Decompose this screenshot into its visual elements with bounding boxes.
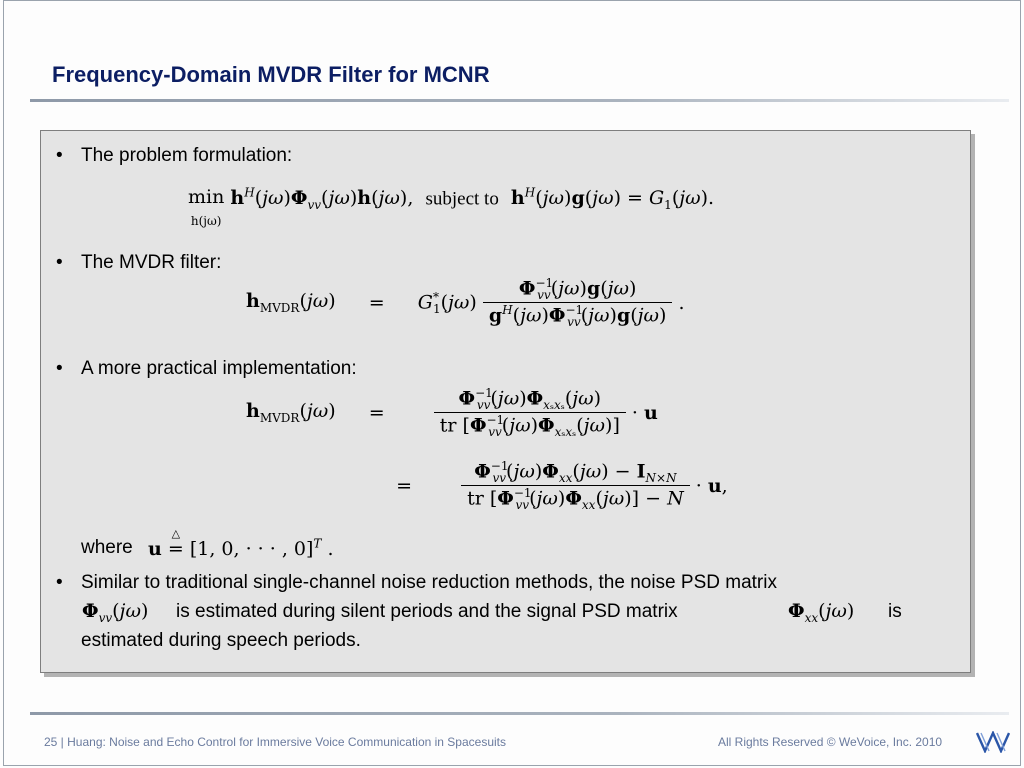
footer-citation: 25 | Huang: Noise and Echo Control for Immersive Voice Communication in Spacesuits: [44, 735, 507, 749]
equals-sign: =: [396, 474, 412, 497]
equation-practical-1: $h_{MVDR}(j\omega)$ = $\frac{\Phi^{-1}_{vv}(j\omega)\Phi_{x_sx_s}(j\omega)}{tr [\Phi^{-1}_{vv}(j\omega)\Phi_{x_sx_s}(j\omega)]}$ · u: [246, 386, 658, 440]
title-divider: [30, 99, 1009, 102]
phi-xx-symbol: $\Phi_{xx}(j\omega)$: [788, 600, 855, 625]
phi-vv-symbol: $\Phi_{vv}(j\omega)$: [82, 600, 149, 625]
equation-problem-formulation: min h(jω) $h^H(j\omega)\Phi_{vv}(j\omega)h(j\omega)$, subject to $h^H(j\omega)g(j\omega) = G_1(j\omega)$.: [188, 186, 715, 228]
bullet-psd-line2-end: is: [888, 601, 902, 622]
bullet-marker: •: [56, 358, 63, 379]
footer-copyright: All Rights Reserved © WeVoice, Inc. 2010: [718, 735, 943, 749]
bullet-psd-line2: is estimated during silent periods and the signal PSD matrix: [176, 601, 678, 622]
equals-sign: =: [368, 401, 385, 424]
bullet-marker: •: [56, 145, 63, 166]
slide-title: Frequency-Domain MVDR Filter for MCNR: [52, 62, 490, 87]
bullet-mvdr-filter: The MVDR filter:: [81, 252, 222, 273]
bullet-marker: •: [56, 252, 63, 273]
bullet-practical-implementation: A more practical implementation:: [81, 358, 357, 379]
footer-divider: [30, 712, 1009, 715]
bullet-problem-formulation: The problem formulation:: [81, 145, 293, 166]
min-label: min: [188, 186, 225, 208]
equals-sign: =: [368, 291, 385, 314]
subject-to-label: subject to: [425, 188, 499, 210]
bullet-psd-line1: Similar to traditional single-channel noise reduction methods, the noise PSD matrix: [81, 572, 777, 593]
bullet-marker: •: [56, 572, 63, 593]
min-operator: [188, 186, 224, 230]
bullet-psd-line3: estimated during speech periods.: [81, 630, 361, 651]
u-definition: u △ = [1, 0, · · · , 0]$^T$ .: [148, 527, 334, 560]
wevoice-logo-icon: [976, 731, 1010, 753]
equation-practical-2: = $\frac{\Phi^{-1}_{vv}(j\omega)\Phi_{xx}(j\omega) - I_{N\times N}}{tr [\Phi^{-1}_{vv}(j\omega)\Phi_{xx}(j\omega)] - N}$ · u,: [246, 459, 728, 512]
min-subscript: h(jω): [190, 214, 222, 228]
equation-mvdr-filter: $h_{MVDR}(j\omega) = G^*_1(j\omega)$ $\frac{\Phi^{-1}_{vv}(j\omega)g(j\omega)}{g^H(j\omega)\Phi^{-1}_{vv}(j\omega)g(j\omega)}$ .: [246, 276, 685, 330]
where-label: where: [81, 537, 133, 558]
